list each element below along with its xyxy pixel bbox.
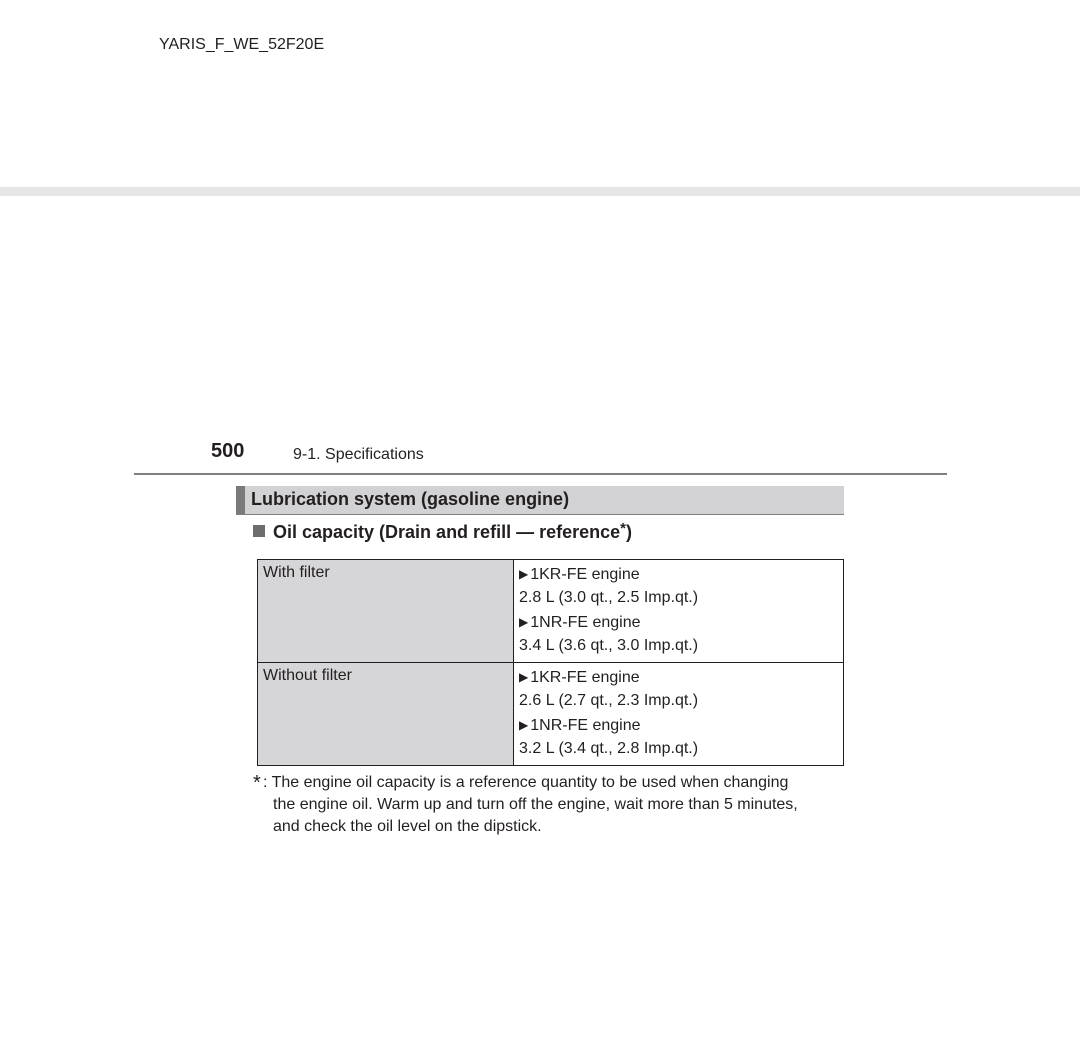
engine-name: 1NR-FE engine — [530, 717, 641, 734]
row-values — [514, 560, 844, 663]
triangle-bullet-icon: ▶ — [519, 670, 529, 684]
topic-accent-bar — [236, 486, 245, 514]
document-code: YARIS_F_WE_52F20E — [159, 36, 325, 53]
table-row — [258, 663, 844, 766]
triangle-bullet-icon: ▶ — [519, 567, 529, 581]
triangle-bullet-icon: ▶ — [519, 615, 529, 629]
footnote-line: the engine oil. Warm up and turn off the engine, wait more than 5 minutes, — [273, 796, 798, 813]
triangle-bullet-icon: ▶ — [519, 718, 529, 732]
table-row — [258, 560, 844, 663]
footnote-line: : The engine oil capacity is a reference quantity to be used when changing — [263, 774, 789, 791]
capacity-value: 3.2 L (3.4 qt., 2.8 Imp.qt.) — [519, 740, 699, 757]
engine-line — [519, 610, 843, 634]
topic-title: Lubrication system (gasoline engine) — [251, 489, 570, 509]
engine-name: 1KR-FE engine — [530, 669, 640, 686]
topic-heading-bar — [236, 486, 844, 515]
footnote-asterisk: * — [253, 772, 261, 794]
engine-line — [519, 562, 843, 586]
engine-line — [519, 665, 843, 689]
row-label: With filter — [258, 560, 514, 663]
page-number: 500 — [211, 440, 245, 462]
footnote-text — [263, 772, 853, 838]
subheading-close: ) — [625, 522, 632, 542]
capacity-value: 2.6 L (2.7 qt., 2.3 Imp.qt.) — [519, 692, 699, 709]
engine-name: 1NR-FE engine — [530, 614, 641, 631]
square-bullet-icon — [253, 525, 265, 537]
subheading-text: Oil capacity (Drain and refill — reference — [273, 522, 621, 542]
footnote — [253, 772, 853, 838]
capacity-value: 3.4 L (3.6 qt., 3.0 Imp.qt.) — [519, 637, 699, 654]
oil-capacity-table — [257, 559, 844, 766]
page-header — [134, 438, 947, 475]
reference-asterisk: * — [620, 520, 626, 537]
footnote-line: and check the oil level on the dipstick. — [273, 818, 542, 835]
engine-name: 1KR-FE engine — [530, 566, 640, 583]
row-values — [514, 663, 844, 766]
engine-line — [519, 713, 843, 737]
subheading — [253, 522, 632, 543]
page-divider — [0, 187, 1080, 196]
section-title: 9-1. Specifications — [293, 446, 424, 463]
row-label: Without filter — [258, 663, 514, 766]
capacity-value: 2.8 L (3.0 qt., 2.5 Imp.qt.) — [519, 589, 699, 606]
